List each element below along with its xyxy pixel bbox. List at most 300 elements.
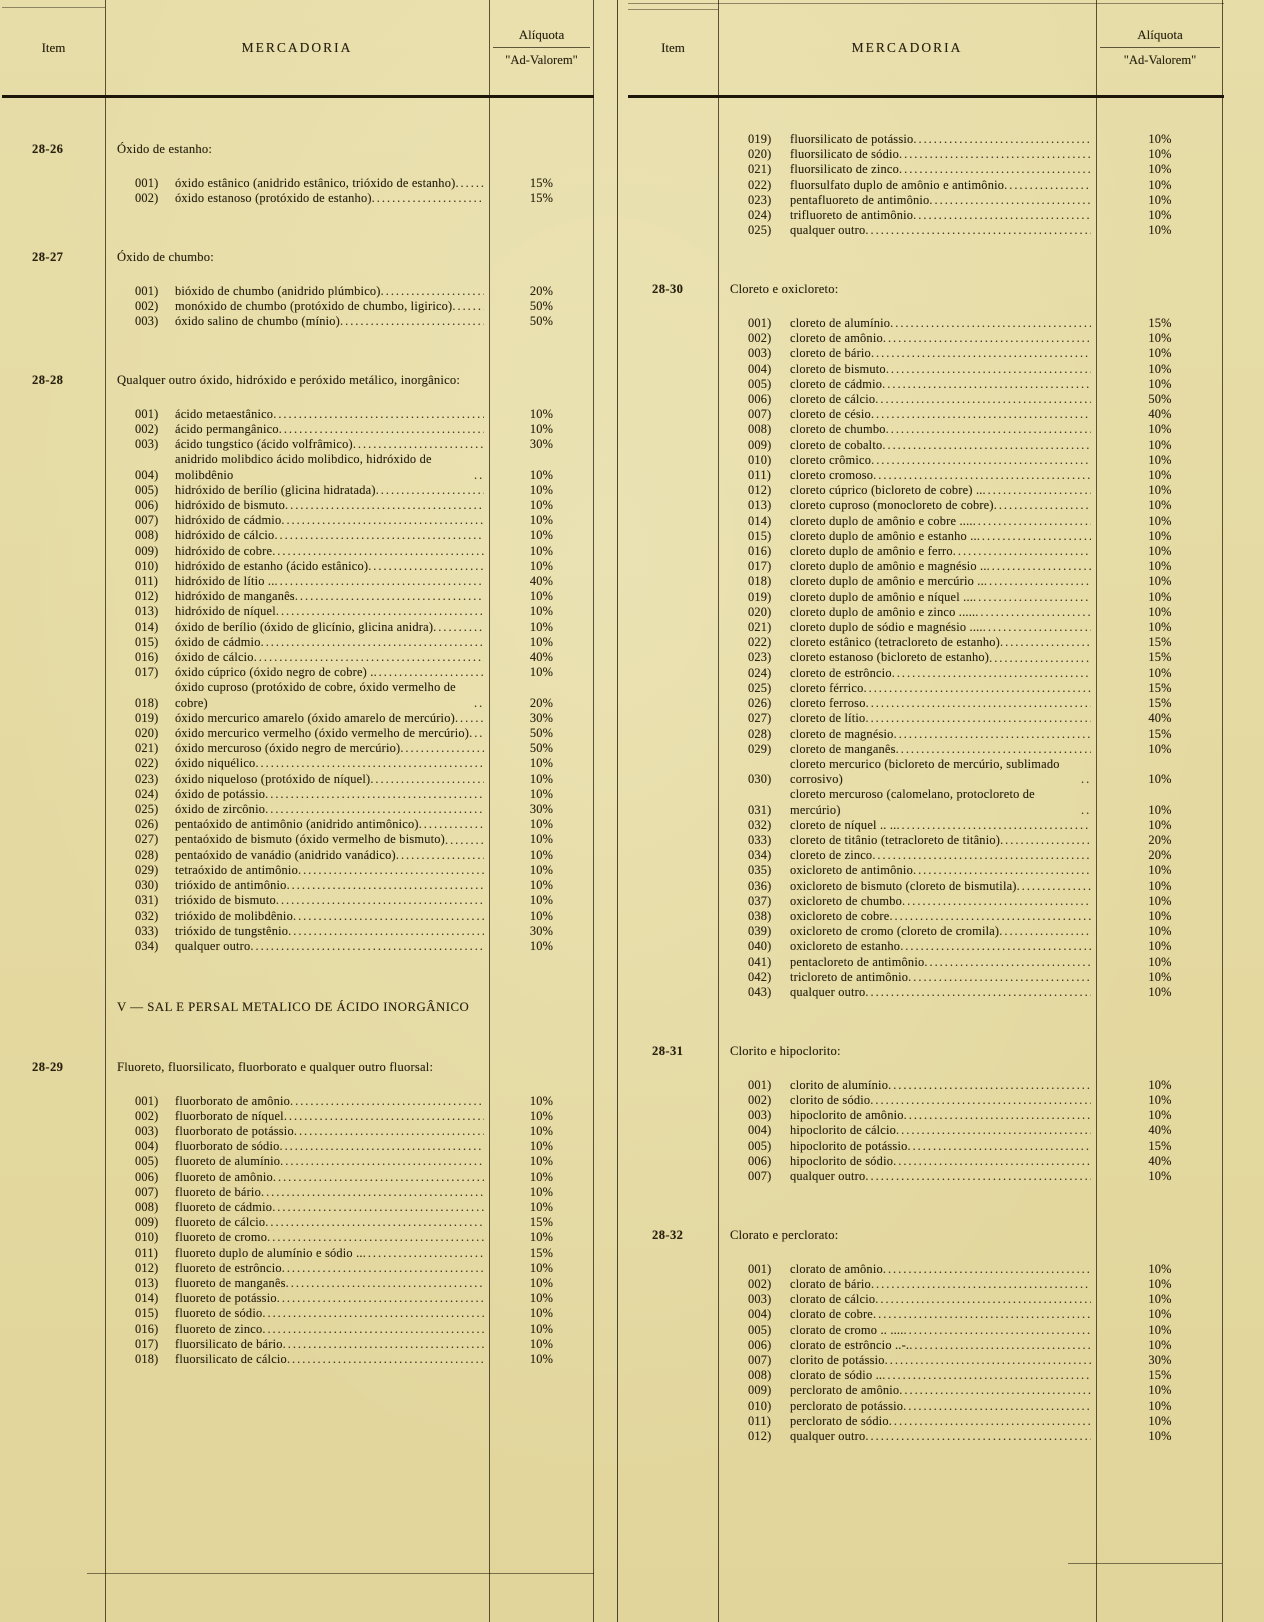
entry-number: 007)	[135, 1184, 159, 1199]
leader-dots	[433, 620, 484, 635]
entry-text: cloreto mercuroso (calomelano, protocloreto de mercúrio)	[790, 787, 1035, 817]
entry-row	[105, 483, 594, 498]
entry-row	[718, 1353, 1224, 1368]
entry-rate: 30%	[1148, 1352, 1172, 1367]
leader-dots	[261, 1185, 484, 1200]
leader-dots	[889, 1414, 1091, 1429]
entry-text: cloreto de amônio	[790, 331, 883, 346]
entry-rate: 15%	[529, 190, 554, 205]
entry-text: clorato de cromo .. ....	[790, 1322, 904, 1337]
entry-text: fluoreto de cálcio	[175, 1215, 266, 1230]
leader-dots	[907, 1139, 1091, 1154]
leader-dots	[896, 1123, 1091, 1138]
leader-dots	[254, 650, 484, 665]
item-code-cell	[2, 1000, 105, 1016]
entry-text: clorito de sódio	[790, 1092, 871, 1107]
leader-dots	[255, 756, 484, 771]
entry-row	[718, 483, 1224, 498]
entry-number: 001)	[748, 1077, 772, 1092]
leader-dots	[883, 331, 1091, 346]
entry-rate: 10%	[529, 498, 554, 513]
entry-row	[105, 513, 594, 528]
entry-number: 006)	[748, 1337, 772, 1352]
entry-rate: 10%	[529, 832, 554, 847]
leader-dots	[889, 909, 1091, 924]
entry-rate: 10%	[1148, 1398, 1172, 1413]
entry-row	[718, 544, 1224, 559]
leader-dots	[973, 590, 1091, 605]
left-column-body	[2, 98, 594, 1367]
entry-rate: 10%	[1148, 208, 1172, 223]
entry-text: cloreto de bário	[790, 346, 871, 361]
entry-number: 013)	[748, 498, 772, 513]
entry-row	[105, 452, 594, 482]
header-aliquota-line1: Alíquota	[493, 27, 590, 48]
entry-rate: 10%	[529, 938, 554, 953]
entry-row	[718, 438, 1224, 453]
entry-number: 001)	[748, 1261, 772, 1276]
entry-rate: 10%	[529, 1093, 554, 1108]
entry-row	[105, 650, 594, 665]
entry-rate: 10%	[1148, 223, 1172, 238]
entry-number: 003)	[135, 314, 159, 328]
entry-row	[105, 909, 594, 924]
entry-number: 003)	[135, 1123, 159, 1138]
entry-rate: 10%	[1148, 162, 1172, 177]
item-code: 28-27	[32, 250, 64, 264]
entry-rate: 10%	[1148, 437, 1172, 452]
entry-row	[718, 1093, 1224, 1108]
leader-dots	[372, 191, 484, 206]
entry-text: cloreto duplo de amônio e estanho ..	[790, 528, 977, 543]
entry-rate: 10%	[1148, 954, 1172, 969]
header-aliquota-line1: Alíquota	[1100, 27, 1220, 48]
entry-text: ácido tungstico (ácido volfrâmico)	[175, 437, 353, 452]
entry-text: cloreto de alumínio	[790, 316, 891, 331]
entry-text: cloreto de cobalto	[790, 437, 883, 452]
entry-rate: 10%	[1148, 984, 1172, 999]
entry-text: cloreto duplo de sódio e magnésio ....	[790, 620, 983, 635]
entry-number: 033)	[135, 923, 159, 938]
leader-dots	[281, 513, 484, 528]
leader-dots	[370, 772, 484, 787]
leader-dots	[865, 1429, 1091, 1444]
entry-row	[105, 314, 594, 329]
entry-rate: 15%	[1148, 650, 1172, 665]
entry-text: fluoreto de amônio	[175, 1169, 273, 1184]
leader-dots	[1004, 178, 1091, 193]
entry-text: trióxido de molibdênio	[175, 908, 293, 923]
entry-rate: 10%	[1148, 361, 1172, 376]
entry-row	[105, 574, 594, 589]
leader-dots	[929, 193, 1091, 208]
leader-dots	[295, 589, 484, 604]
entry-rate: 10%	[529, 1321, 554, 1336]
entry-number: 004)	[748, 1307, 772, 1322]
leader-dots	[262, 1306, 484, 1321]
leader-dots	[871, 453, 1091, 468]
entry-number: 001)	[135, 406, 159, 421]
entry-rate: 10%	[1148, 924, 1172, 939]
entry-text: pentaóxido de vanádio (anidrido vanádico)	[175, 847, 396, 862]
leader-dots	[279, 422, 484, 437]
entry-text: clorato de cobre	[790, 1307, 874, 1322]
entry-text: óxido mercuroso (óxido negro de mercúrio)	[175, 741, 401, 756]
entry-rate: 10%	[529, 1199, 554, 1214]
leader-dots	[452, 299, 484, 314]
entry-text: óxido de cádmio	[175, 634, 261, 649]
entry-number: 010)	[748, 452, 772, 467]
entry-number: 025)	[135, 802, 159, 817]
entry-row	[105, 191, 594, 206]
leader-dots	[872, 848, 1091, 863]
entry-number: 023)	[748, 192, 772, 207]
leader-dots	[865, 711, 1091, 726]
entry-row	[105, 1276, 594, 1291]
entry-text: cloreto de lítio	[790, 711, 866, 726]
entry-row	[105, 817, 594, 832]
entry-number: 020)	[135, 726, 159, 741]
entry-rate: 10%	[1148, 620, 1172, 635]
leader-dots	[376, 483, 484, 498]
bottom-rule-fragment	[87, 1573, 594, 1574]
entry-row	[718, 178, 1224, 193]
leader-dots	[273, 407, 484, 422]
leader-dots	[882, 438, 1091, 453]
entry-number: 028)	[748, 726, 772, 741]
entry-number: 016)	[135, 650, 159, 665]
leader-dots	[298, 863, 484, 878]
header-aliquota-line2: "Ad-Valorem"	[505, 53, 578, 67]
entry-number: 018)	[135, 695, 159, 710]
entry-number: 025)	[748, 680, 772, 695]
entry-rate: 10%	[529, 1306, 554, 1321]
entry-text: clorato de amônio	[790, 1261, 883, 1276]
leader-dots	[983, 620, 1091, 635]
leader-dots	[873, 1307, 1091, 1322]
entry-row	[718, 635, 1224, 650]
leader-dots	[368, 559, 484, 574]
entry-rate: 10%	[529, 847, 554, 862]
entry-row	[718, 147, 1224, 162]
header-aliquota	[489, 0, 594, 95]
leader-dots	[875, 392, 1091, 407]
entry-row	[105, 1139, 594, 1154]
entry-text: ácido metaestânico	[175, 406, 274, 421]
entry-text: fluoreto de cromo	[175, 1230, 268, 1245]
entry-rate: 15%	[1148, 635, 1172, 650]
entry-row	[105, 407, 594, 422]
entry-row	[718, 1383, 1224, 1398]
entry-rate: 10%	[1148, 544, 1172, 559]
entry-text: cloreto cromoso	[790, 468, 874, 483]
leader-dots	[886, 422, 1091, 437]
entry-number: 001)	[135, 283, 159, 298]
entry-number: 009)	[135, 1215, 159, 1230]
entry-list	[105, 407, 594, 954]
entry-text: monóxido de chumbo (protóxido de chumbo, ligirico)	[175, 298, 453, 313]
leader-dots	[396, 848, 484, 863]
entry-row	[718, 757, 1224, 787]
leader-dots	[288, 924, 484, 939]
tariff-section	[628, 1044, 1224, 1184]
entry-row	[718, 863, 1224, 878]
entry-rate: 10%	[529, 1123, 554, 1138]
entry-text: qualquer outro	[790, 1168, 866, 1183]
group-heading-text: V — SAL E PERSAL METALICO DE ÁCIDO INORGÂNICO	[117, 1000, 470, 1015]
leader-dots	[865, 1169, 1091, 1184]
entry-number: 005)	[135, 482, 159, 497]
entry-text: cloreto férrico	[790, 680, 864, 695]
entry-row	[718, 362, 1224, 377]
entry-number: 007)	[135, 513, 159, 528]
entry-text: hipoclorito de amônio	[790, 1108, 904, 1123]
entry-row	[718, 1368, 1224, 1383]
entry-row	[718, 1123, 1224, 1138]
entry-number: 002)	[748, 1276, 772, 1291]
entry-number: 011)	[135, 1245, 159, 1260]
entry-text: fluoreto de manganês	[175, 1275, 286, 1290]
entry-row	[105, 589, 594, 604]
entry-text: cloreto de manganês	[790, 741, 896, 756]
entry-text: oxicloreto de estanho	[790, 939, 901, 954]
entry-rate: 15%	[1148, 1368, 1172, 1383]
leader-dots	[865, 223, 1091, 238]
entry-text: hidróxido de cádmio	[175, 513, 282, 528]
entry-number: 018)	[748, 574, 772, 589]
entry-number: 011)	[135, 574, 159, 589]
leader-dots	[883, 1262, 1091, 1277]
entry-text: óxido cuproso (protóxido de cobre, óxido vermelho de cobre)	[175, 680, 456, 710]
leader-dots	[1081, 803, 1091, 818]
leader-dots	[909, 1338, 1091, 1353]
entry-text: hidróxido de níquel	[175, 604, 276, 619]
entry-text: pentaóxido de bismuto (óxido vermelho de bismuto)	[175, 832, 445, 847]
entry-number: 019)	[748, 132, 772, 146]
entry-text: cloreto duplo de amônio e mercúrio ..	[790, 574, 984, 589]
entry-row	[718, 711, 1224, 726]
entry-row	[105, 1322, 594, 1337]
entry-row	[105, 528, 594, 543]
entry-row	[105, 1291, 594, 1306]
entry-row	[718, 208, 1224, 223]
entry-rate: 10%	[1148, 1276, 1172, 1291]
entry-number: 022)	[748, 635, 772, 650]
entry-number: 007)	[748, 1168, 772, 1183]
entry-rate: 10%	[1148, 559, 1172, 574]
entry-number: 019)	[135, 710, 159, 725]
entry-list	[105, 176, 594, 206]
entry-number: 007)	[748, 1352, 772, 1367]
entry-number: 002)	[748, 331, 772, 346]
entry-number: 014)	[135, 1291, 159, 1306]
leader-dots	[899, 147, 1091, 162]
section-title: Clorato e perclorato:	[730, 1228, 839, 1243]
leader-dots	[353, 437, 484, 452]
entry-row	[105, 787, 594, 802]
entry-row	[718, 162, 1224, 177]
entry-number: 018)	[135, 1351, 159, 1366]
leader-dots	[277, 1291, 484, 1306]
entry-text: fluoreto de estrôncio	[175, 1260, 282, 1275]
entry-number: 004)	[135, 467, 159, 482]
leader-dots	[284, 1109, 484, 1124]
entry-number: 008)	[135, 1199, 159, 1214]
entry-rate: 10%	[1148, 772, 1172, 787]
entry-text: óxido niqueloso (protóxido de níquel)	[175, 771, 371, 786]
entry-rate: 10%	[529, 1154, 554, 1169]
leader-dots	[265, 1215, 484, 1230]
entry-text: hidróxido de estanho (ácido estânico)	[175, 558, 369, 573]
leader-dots	[250, 939, 484, 954]
entry-text: ácido permangânico	[175, 422, 279, 436]
entry-text: cloreto cuproso (monocloreto de cobre)	[790, 498, 994, 513]
entry-number: 010)	[135, 1230, 159, 1245]
entry-row	[718, 742, 1224, 757]
entry-text: hidróxido de cobre	[175, 543, 273, 558]
entry-rate: 10%	[529, 1230, 554, 1245]
entry-row	[718, 193, 1224, 208]
leader-dots	[1000, 833, 1091, 848]
entry-text: hipoclorito de potássio	[790, 1138, 908, 1153]
leader-dots	[871, 346, 1091, 361]
leader-dots	[902, 894, 1091, 909]
entry-text: clorito de potássio	[790, 1352, 885, 1367]
leader-dots	[866, 696, 1091, 711]
entry-row	[105, 176, 594, 191]
entry-row	[105, 1215, 594, 1230]
leader-dots	[888, 1078, 1091, 1093]
tariff-section	[2, 1060, 594, 1367]
entry-text: cloreto mercurico (bicloreto de mercúrio, sublimado corrosivo)	[790, 756, 1060, 787]
entry-row	[105, 299, 594, 314]
entry-number: 020)	[748, 147, 772, 162]
entry-number: 001)	[135, 1093, 159, 1108]
entry-number: 030)	[748, 772, 772, 787]
entry-row	[105, 635, 594, 650]
entry-text: fluorsulfato duplo de amônio e antimônio	[790, 177, 1005, 192]
entry-text: fluoreto de zinco	[175, 1321, 263, 1336]
entry-number: 016)	[748, 544, 772, 559]
entry-row	[718, 848, 1224, 863]
leader-dots	[400, 741, 484, 756]
entry-number: 024)	[748, 208, 772, 223]
entry-text: cloreto duplo de amônio e zinco .....	[790, 604, 976, 619]
entry-number: 009)	[748, 437, 772, 452]
entry-number: 025)	[748, 223, 772, 238]
entry-rate: 40%	[1148, 1153, 1172, 1168]
group-heading	[2, 1000, 594, 1016]
entry-number: 002)	[135, 422, 159, 436]
entry-text: perclorato de potássio	[790, 1398, 904, 1413]
entry-rate: 10%	[529, 619, 554, 634]
entry-rate: 10%	[529, 482, 554, 497]
leader-dots	[1000, 635, 1091, 650]
entry-text: hipoclorito de cálcio	[790, 1123, 897, 1138]
entry-rate: 10%	[1148, 741, 1172, 756]
leader-dots	[276, 604, 484, 619]
leader-dots	[279, 1139, 484, 1154]
entry-row	[718, 453, 1224, 468]
entry-number: 026)	[748, 696, 772, 711]
entry-text: hidróxido de lítio ..	[175, 574, 275, 589]
bottom-rule-fragment	[1068, 1563, 1222, 1564]
leader-dots	[899, 162, 1091, 177]
entry-rate: 10%	[1148, 1337, 1172, 1352]
entry-row	[718, 985, 1224, 1000]
entry-rate: 10%	[1148, 422, 1172, 437]
entry-rate: 10%	[529, 1108, 554, 1123]
item-code: 28-29	[32, 1059, 64, 1074]
leader-dots	[913, 863, 1091, 878]
entry-number: 037)	[748, 893, 772, 908]
entry-rate: 10%	[529, 878, 554, 893]
entry-number: 003)	[135, 437, 159, 452]
entry-number: 001)	[135, 175, 159, 190]
entry-row	[718, 514, 1224, 529]
tariff-section	[2, 250, 594, 329]
entry-row	[105, 1200, 594, 1215]
entry-text: pentafluoreto de antimônio	[790, 192, 930, 207]
entry-rate: 15%	[529, 1245, 554, 1260]
entry-row	[718, 1323, 1224, 1338]
entry-rate: 10%	[1148, 878, 1172, 893]
entry-text: cloreto de titânio (tetracloreto de titânio)	[790, 832, 1001, 847]
entry-number: 001)	[748, 316, 772, 331]
entry-text: trifluoreto de antimônio	[790, 208, 914, 223]
leader-dots	[280, 1154, 484, 1169]
entry-list	[105, 1094, 594, 1368]
leader-dots	[262, 1322, 484, 1337]
entry-rate: 10%	[529, 1184, 554, 1199]
entry-rate: 10%	[529, 1291, 554, 1306]
header-mercadoria: MERCADORIA	[851, 39, 963, 55]
entry-number: 032)	[748, 817, 772, 832]
entry-row	[105, 939, 594, 954]
leader-dots	[445, 833, 484, 848]
tariff-section	[2, 373, 594, 954]
entry-row	[105, 1261, 594, 1276]
entry-text: tricloreto de antimônio	[790, 969, 909, 984]
entry-number: 011)	[748, 1413, 772, 1428]
leader-dots	[286, 1276, 484, 1291]
entry-text: cloreto estânico (tetracloreto de estanho)	[790, 635, 1000, 650]
entry-list	[718, 1262, 1224, 1444]
entry-rate: 10%	[529, 1260, 554, 1275]
entry-row	[718, 1154, 1224, 1169]
left-column	[2, 0, 594, 1622]
section-title: Clorito e hipoclorito:	[730, 1044, 841, 1059]
entry-text: clorato de cálcio	[790, 1292, 876, 1307]
entry-row	[105, 1154, 594, 1169]
section-title: Óxido de estanho:	[117, 142, 213, 156]
entry-number: 030)	[135, 878, 159, 893]
entry-row	[718, 833, 1224, 848]
leader-dots	[908, 970, 1091, 985]
entry-row	[105, 726, 594, 741]
leader-dots	[983, 483, 1091, 498]
entry-rate: 10%	[1148, 1108, 1172, 1123]
leader-dots	[1081, 772, 1091, 787]
entry-text: fluorborato de potássio	[175, 1123, 294, 1138]
entry-rate: 15%	[1148, 680, 1172, 695]
header-aliquota-line2: "Ad-Valorem"	[1123, 53, 1197, 67]
entry-row	[105, 620, 594, 635]
entry-row	[105, 1246, 594, 1261]
entry-rate: 10%	[1148, 1077, 1172, 1092]
entry-text: trióxido de antimônio	[175, 878, 287, 893]
entry-text: cloreto ferroso	[790, 696, 866, 711]
